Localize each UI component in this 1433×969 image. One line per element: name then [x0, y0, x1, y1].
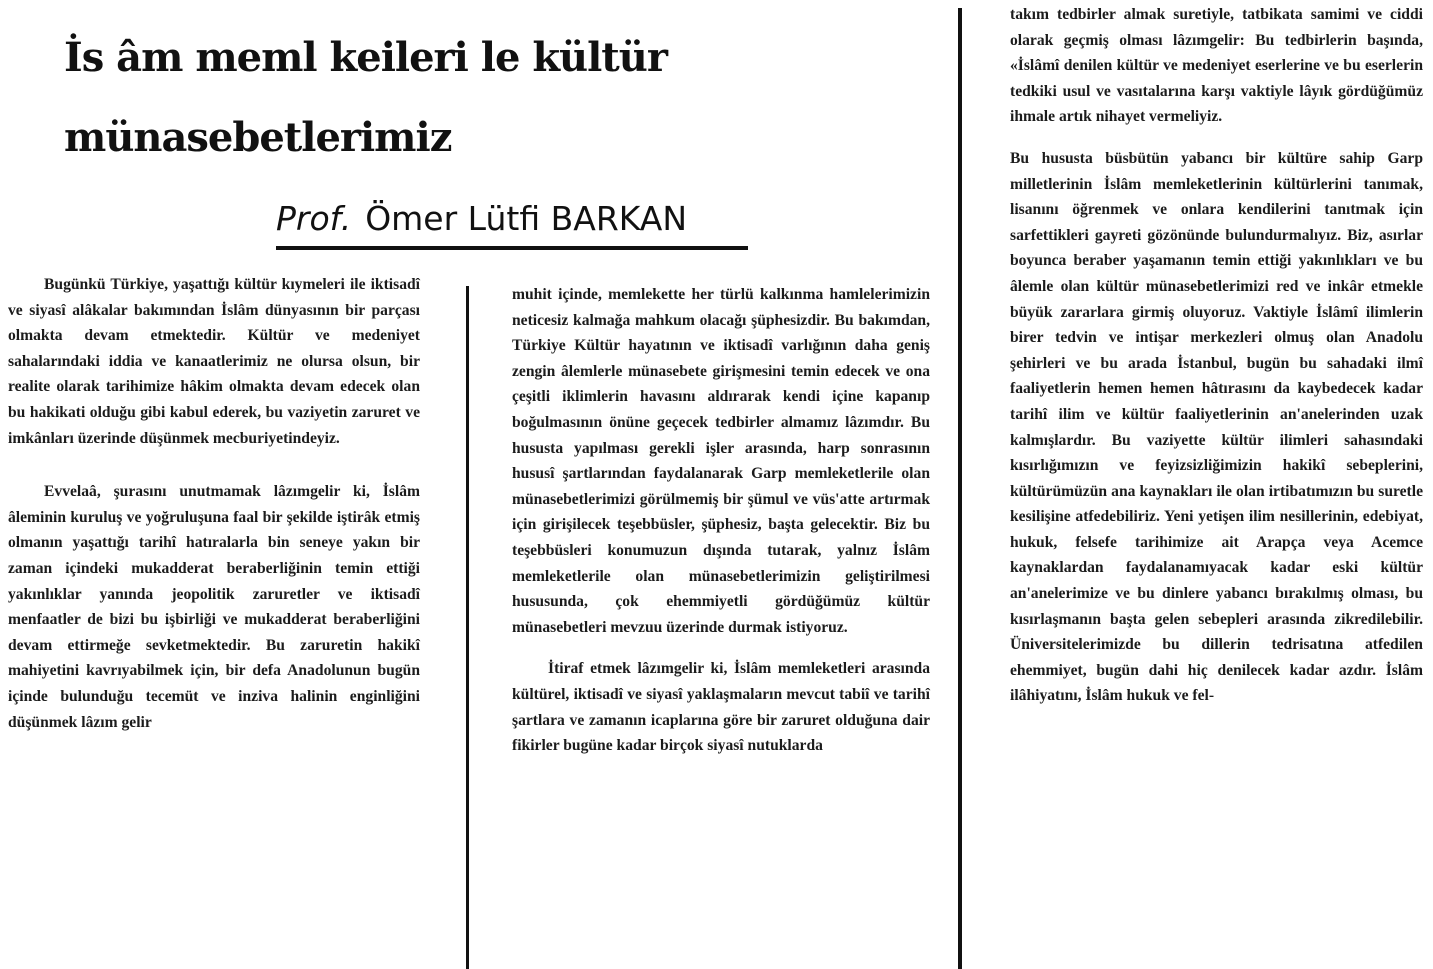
- author-byline: [276, 194, 748, 250]
- title-line-1: İs âm meml keileri le kültür: [64, 34, 667, 81]
- column-divider-1: [466, 286, 469, 969]
- column1-paragraph-1: Bugünkü Türkiye, yaşattığı kültür kıymeleri ile iktisadî ve siyasî alâkalar bakımından İslâm dünyasının bir parçası olmakta devam etmektedir. Kültür ve medeniyet sahalarındaki iddia ve kanaatlerimiz ne olursa olsun, bir realite olarak tarihimize hâkim olmakta devam edecek olan bu hakikati olduğu gibi kabul ederek, bu vaziyetin zaruret ve imkânları üzerinde düşünmek mecburiyetindeyiz.: [8, 276, 420, 447]
- column-divider-2: [958, 8, 962, 969]
- title-line-2: münasebetlerimiz: [64, 114, 452, 161]
- author-prefix: Prof.: [276, 199, 352, 238]
- column2-paragraph-1: muhit içinde, memlekette her türlü kalkınma hamlelerimizin neticesiz kalmağa mahkum olacağı şüphesizdir. Bu bakımdan, Türkiye Kültür hayatının ve iktisadî varlığının daha geniş zengin âlemlerle münasebete girişmesini temin edecek ve ona çeşitli iklimlerin havasını aldırarak kendi içine kapanıp boğulmasının önüne geçecek tedbirler almamız lâzımdır. Bu hususta yapılması gerekli işler arasında, harp sonrasının hususî şartlarından faydalanarak Garp memleketlerile olan münasebetlerimizi görülmemiş bir şümul ve vüs'atte artırmak için girişilecek teşebbüsler, şüphesiz, başta gelecektir. Biz bu teşebbüsleri konumuzun dışında tutarak, yalnız İslâm memleketlerile olan münasebetlerimizin geliştirilmesi hususunda, çok ehemmiyetli gördüğümüz kültür münasebetleri mevzuu üzerinde durmak istiyoruz.: [512, 286, 930, 636]
- text-column-3: [1010, 2, 1423, 709]
- column2-paragraph-2: İtiraf etmek lâzımgelir ki, İslâm memleketleri arasında kültürel, iktisadî ve siyasî yaklaşmaların mevcut tabiî ve tarihî şartlara ve zamanın icaplarına göre bir zaruret olduğuna dair fikirler bugüne kadar birçok siyasî nutuklarda: [512, 660, 930, 755]
- column3-paragraph-2: Bu hususta büsbütün yabancı bir kültüre sahip Garp milletlerinin İslâm memleketlerinin kültürlerini tanımak, lisanını öğrenmek ve onlara kendilerini tanıtmak için sarfettikleri gayreti gözönünde bulundurmalıyız. Biz, asırlar boyunca beraber yaşamanın temin ettiği yakınlıkları ve bu âlemle olan kültür münasebetlerimizi red ve inkâr etmekle büyük zararlara girmiş oluyoruz. Vaktiyle İslâmî ilimlerin birer tedvin ve intişar merkezleri olmuş olan Anadolu şehirleri ve bu arada İstanbul, bugün bu sahadaki ilmî faaliyetlerin hemen hemen hâtırasını da kaybedecek kadar tarihî ilim ve kültür faaliyetlerinin an'anelerinden uzak kalmışlardır. Bu vaziyette kültür ilimleri sahasındaki kısırlığımızın ve feyizsizliğimizin hakikî sebeplerini, kültürümüzün ana kaynakları ile olan irtibatımızın bu suretle kesilişine atfedebiliriz. Yeni yetişen ilim nesillerinin, edebiyat, hukuk, felsefe tarihimize ait Arapça veya Acemce kaynaklardan faydalanamıyacak kadar eski kültür an'anelerimize ve bu dinlere yabancı bırakılmış olması, bu kısırlaşmanın başta gelen sebepleri arasında zikredilebilir. Üniversitelerimizde bu dillerin tedrisatına atfedilen ehemmiyet, bugün dahi hiç denilecek kadar azdır. İslâm ilâhiyatını, İslâm hukuk ve fel-: [1010, 149, 1423, 705]
- column1-paragraph-2: Evvelaâ, şurasını unutmamak lâzımgelir ki, İslâm âleminin kuruluş ve yoğruluşuna faal bir şekilde iştirâk etmiş olmanın yaşattığı tarihî hatıralarla bin seneye yakın bir zaman içindeki mukadderat beraberliğinin temin ettiği yakınlıklar yanında jeopolitik zaruretler ve iktisadî menfaatler de bizi bu işbirliği ve mukadderat beraberliğini devam ettirmeğe sevketmektedir. Bu zaruretin hakikî mahiyetini kavrıyabilmek için, bir defa Anadolunun bugün içinde bulunduğu tecemüt ve inziva halinin enginliğini düşünmek lâzım gelir: [8, 483, 420, 731]
- author-name: Ömer Lütfi BARKAN: [365, 199, 688, 238]
- text-column-1: [8, 272, 420, 735]
- text-column-2: [512, 282, 930, 759]
- article-title: [64, 18, 684, 178]
- column3-paragraph-1: takım tedbirler almak suretiyle, tatbikata samimi ve ciddi olarak geçmiş olması lâzımgelir: Bu tedbirlerin başında, «İslâmî denilen kültür ve medeniyet eserlerine ve bu eserlerin tedkiki usul ve vasıtalarına karşı vaktiyle lâyık gördüğümüz ihmale artık nihayet vermeliyiz.: [1010, 6, 1423, 126]
